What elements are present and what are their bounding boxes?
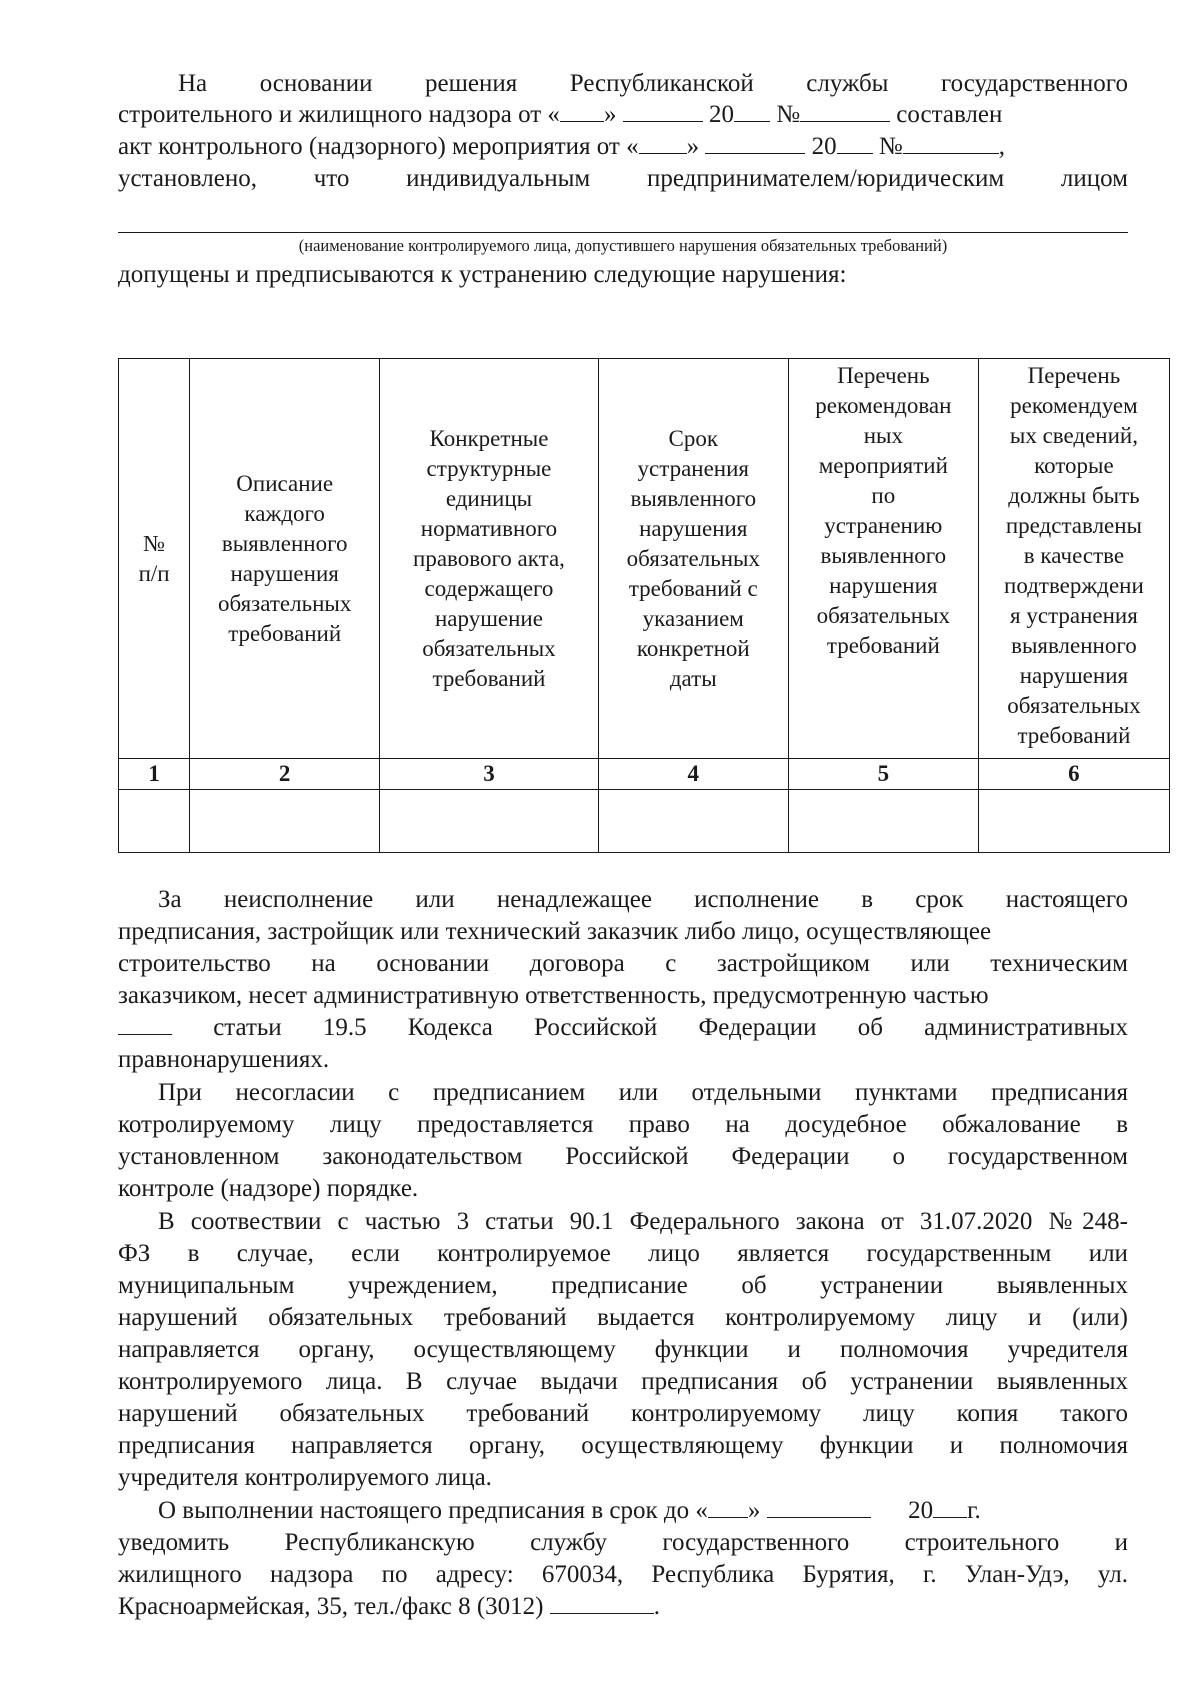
entity-name-blank [118,232,1128,233]
p3-line-1: В соотвествии с частью 3 статьи 90.1 Федерального закона от 31.07.2020 №248- [158,1208,1128,1235]
intro-line-1 [118,68,1128,100]
word: с [665,950,677,977]
year-blank [734,99,770,122]
word: муниципальным [118,1272,295,1299]
part-number-blank [118,1012,172,1035]
intro-line-4 [118,163,1128,195]
word: службу [530,1529,608,1556]
header-cell: Срок устранения выявленного нарушения обязательных требований с указанием конкретной даты [598,359,788,759]
word: ФЗ [118,1240,151,1267]
word: государственного [662,1529,850,1556]
word: надзора [270,1561,354,1588]
word: 670034, [541,1561,624,1588]
word: полномочия [839,1336,969,1363]
column-number: 1 [119,759,190,790]
p4-line-2 [118,1527,1128,1559]
word: службы [806,70,889,97]
word: и [787,1336,801,1363]
text: акт контрольного (надзорного) мероприятия от « [118,133,639,160]
column-number: 2 [190,759,380,790]
word: техническим [990,950,1128,977]
word: выявленных [996,1272,1128,1299]
word: уведомить [118,1529,230,1556]
p3-line-3 [118,1270,1128,1302]
word: Федерации [698,1014,817,1041]
word: или [1088,1240,1128,1267]
word: государственным [866,1240,1052,1267]
month-blank [767,1495,871,1518]
column-number: 4 [598,759,788,790]
text: » [686,133,700,160]
word: государственного [941,70,1128,97]
text: 20 [908,1497,934,1524]
word: предпринимателем/юридическим [646,165,1005,192]
p4-line-3 [118,1559,1128,1591]
table-cell [119,790,190,853]
text: 20 [708,101,734,128]
text: № [878,133,903,160]
p2-line-4: контроле (надзоре) порядке. [118,1175,419,1202]
word: ул. [1097,1561,1128,1588]
word: лицо [648,1240,700,1267]
p3-line-7 [118,1398,1128,1430]
header-cell: № п/п [119,359,190,759]
year-blank [933,1495,967,1518]
table-row [119,790,1170,853]
word: исполнение [694,886,820,913]
day-blank [639,131,687,154]
number-blank [800,99,890,122]
phone-blank [550,1591,654,1614]
intro-line-3 [118,131,1128,163]
word: решения [425,70,518,97]
p1-line-3 [118,948,1128,980]
table-cell [788,790,978,853]
text: О выполнении настоящего предписания в срок до « [158,1497,708,1524]
p4-line-4 [118,1591,1128,1623]
word: об [741,1272,767,1299]
table-number-row [119,759,1170,790]
word: по [381,1561,408,1588]
month-blank [623,99,703,122]
word: в [187,1240,200,1267]
p3-line-2 [118,1238,1128,1270]
word: Кодекса [407,1014,493,1041]
day-blank [560,99,604,122]
text: Красноармейская, 35, тел./факс 8 (3012) [118,1593,544,1620]
word: органу, [298,1336,375,1363]
word: строительство [118,950,271,977]
column-number: 5 [788,759,978,790]
p3-line-5 [118,1334,1128,1366]
word: об [857,1014,883,1041]
number-blank [903,131,999,154]
word: г. [922,1561,937,1588]
text: » [747,1497,761,1524]
violations-table [118,358,1170,853]
word: адресу: [435,1561,514,1588]
word: такого [1060,1400,1128,1427]
word: в [861,886,874,913]
text: г. [967,1497,981,1524]
word: установлено, [118,165,257,192]
word: Республиканскую [284,1529,475,1556]
word: основании [259,70,373,97]
month-blank [705,131,805,154]
p3-line-8: предписания направляется органу, осуществляющему функции и полномочия [118,1432,1128,1459]
word: если [351,1240,400,1267]
p2-line-3: установленном законодательством Российской Федерации о государственном [118,1143,1128,1170]
word: административных [924,1014,1128,1041]
word: функции [654,1336,749,1363]
word: Республиканской [569,70,754,97]
intro-line-5: допущены и предписываются к устранению следующие нарушения: [118,261,847,288]
word: учредителя [1007,1336,1128,1363]
word: За [158,886,182,913]
word: или [415,886,455,913]
word: срок [915,886,964,913]
word: что [313,165,350,192]
header-cell: Перечень рекомендован ных мероприятий по устранению выявленного нарушения обязательных требований [788,359,978,759]
word: Улан-Удэ, [964,1561,1070,1588]
word: 19.5 [322,1014,367,1041]
p1-line-1 [118,884,1128,916]
header-cell: Конкретные структурные единицы нормативного правового акта, содержащего нарушение обязательных требований [380,359,599,759]
table-cell [598,790,788,853]
p4-line-1 [118,1495,1128,1527]
table-cell [190,790,380,853]
intro-line-2 [118,99,1128,131]
word: статьи [213,1014,282,1041]
word: основании [376,950,490,977]
table-cell [380,790,599,853]
word: индивидуальным [406,165,591,192]
p1-line-2: предписания, застройщик или технический заказчик либо лицо, осуществляющее [118,918,992,945]
word: копия [956,1400,1019,1427]
word: строительного [904,1529,1060,1556]
p1-line-6: правнонарушениях. [118,1046,330,1073]
word: направляется [118,1336,260,1363]
word: и [1114,1529,1128,1556]
word: договора [529,950,625,977]
column-number: 6 [978,759,1169,790]
p3-line-9: учредителя контролируемого лица. [118,1464,492,1491]
text: . [653,1593,660,1620]
word: Бурятия, [802,1561,895,1588]
p3-line-6: контролируемого лица. В случае выдачи предписания об устранении выявленных [118,1368,1128,1395]
p1-line-4: заказчиком, несет административную ответственность, предусмотренную частью [118,982,989,1009]
word: На [178,70,208,97]
year-blank [837,131,873,154]
word: предписание [551,1272,688,1299]
day-blank [708,1495,748,1518]
word: или [910,950,950,977]
p3-line-4: нарушений обязательных требований выдается контролируемому лицу и (или) [118,1304,1128,1331]
p2-line-1: При несогласии с предписанием или отдельными пунктами предписания [158,1079,1128,1106]
text: , [998,133,1005,160]
word: Российской [534,1014,658,1041]
word: обязательных [279,1400,425,1427]
word: нарушений [118,1400,238,1427]
word: настоящего [1005,886,1128,913]
text: » [603,101,617,128]
word: лицом [1060,165,1128,192]
word: контролируемое [437,1240,611,1267]
p2-line-2: котролируемому лицу предоставляется право на досудебное обжалование в [118,1111,1128,1138]
word: лицу [863,1400,915,1427]
word: неисполнение [223,886,374,913]
text: строительного и жилищного надзора от « [118,101,560,128]
table-cell [978,790,1169,853]
word: жилищного [118,1561,242,1588]
entity-caption: (наименование контролируемого лица, допустившего нарушения обязательных требований) [298,236,948,255]
header-cell: Описание каждого выявленного нарушения обязательных требований [190,359,380,759]
word: учреждением, [347,1272,498,1299]
word: является [737,1240,830,1267]
word: устранении [820,1272,944,1299]
word: Республика [651,1561,775,1588]
word: осуществляющему [413,1336,616,1363]
column-number: 3 [380,759,599,790]
text: составлен [896,101,1003,128]
word: застройщиком [716,950,870,977]
text: № [776,101,801,128]
word: на [311,950,336,977]
table-header-row [119,359,1170,759]
word: требований [466,1400,590,1427]
word: контролируемому [631,1400,822,1427]
p1-line-5 [118,1012,1128,1044]
text: 20 [811,133,837,160]
word: ненадлежащее [496,886,652,913]
header-cell: Перечень рекомендуем ых сведений, которые должны быть представлены в качестве подтверждени я устранения выявленного нарушения обязательных требований [978,359,1169,759]
word: случае, [236,1240,314,1267]
